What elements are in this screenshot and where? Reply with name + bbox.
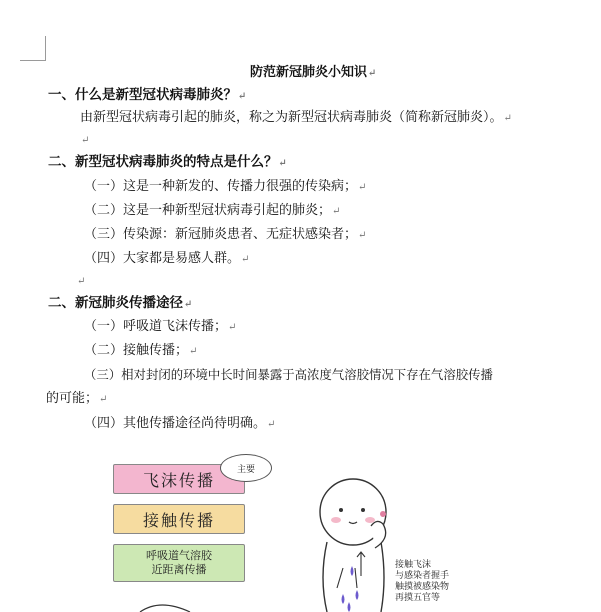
item-text: （三）传染源：新冠肺炎患者、无症状感染者；: [84, 227, 358, 242]
contact-note: [395, 560, 449, 604]
item-text: 的可能；: [46, 391, 99, 406]
paragraph-mark-icon: ↵: [241, 254, 250, 265]
item-text: （二）接触传播；: [84, 343, 189, 358]
item-text: （一）呼吸道飞沫传播；: [84, 319, 228, 334]
note-line-4: 再摸五官等: [395, 593, 441, 603]
margin-corner-mark-vertical: [45, 36, 46, 61]
section-2-item-4[interactable]: [84, 250, 249, 269]
paragraph-mark-icon: ↵: [81, 135, 90, 146]
margin-corner-mark: [20, 60, 46, 61]
decorative-curve: [140, 605, 190, 612]
box-label: 接触传播: [142, 510, 215, 530]
section-3-item-2[interactable]: [84, 342, 197, 361]
note-line-3: 触摸被感染物: [395, 582, 450, 592]
paragraph-mark-icon: ↵: [228, 322, 237, 333]
section-3-item-4[interactable]: [84, 415, 275, 434]
section-2-item-3[interactable]: [84, 226, 366, 245]
paragraph-mark-icon: ↵: [267, 419, 276, 430]
paragraph-mark-icon: ↵: [77, 276, 86, 287]
box-label: 飞沫传播: [142, 470, 215, 490]
paragraph-mark-icon: ↵: [503, 113, 512, 124]
paragraph-mark-icon: ↵: [278, 158, 287, 169]
section-2-item-1[interactable]: [84, 178, 366, 197]
bubble-label: 主要: [236, 464, 255, 475]
box-label-line-2: 近距离传播: [151, 563, 207, 576]
paragraph-text: 由新型冠状病毒引起的肺炎，称之为新型冠状病毒肺炎（简称新冠肺炎）。: [80, 110, 503, 125]
paragraph-mark-icon: ↵: [99, 394, 108, 405]
document-title[interactable]: [250, 64, 376, 83]
section-3-item-3-continued[interactable]: [46, 390, 107, 409]
paragraph-mark-icon: ↵: [358, 182, 367, 193]
paragraph-mark-icon: ↵: [358, 230, 367, 241]
item-text: （一）这是一种新发的、传播力很强的传染病；: [84, 179, 358, 194]
note-line-1: 接触飞沫: [395, 560, 432, 570]
transmission-illustration[interactable]: [105, 448, 485, 612]
section-3-item-1[interactable]: [84, 318, 236, 337]
item-text: （三）相对封闭的环境中长时间暴露于高浓度气溶胶情况下存在气溶胶传播: [84, 367, 493, 382]
paragraph-mark-icon: ↵: [184, 299, 193, 310]
box-label-line-1: 呼吸道气溶胶: [146, 549, 212, 562]
paragraph-mark-icon: ↵: [332, 206, 341, 217]
paragraph-mark-icon: ↵: [189, 346, 198, 357]
note-line-2: 与感染者握手: [395, 571, 450, 581]
empty-paragraph[interactable]: [80, 131, 89, 150]
item-text: （四）其他传播途径尚待明确。: [84, 416, 267, 431]
item-text: （二）这是一种新型冠状病毒引起的肺炎；: [84, 203, 332, 218]
section-2-heading[interactable]: [48, 153, 287, 173]
empty-paragraph[interactable]: [76, 272, 85, 291]
paragraph-mark-icon: ↵: [368, 68, 377, 79]
person-icon: [320, 479, 386, 612]
section-1-paragraph[interactable]: [80, 109, 512, 128]
title-text: 防范新冠肺炎小知识: [250, 65, 368, 80]
paragraph-mark-icon: ↵: [238, 91, 247, 102]
section-3-item-3[interactable]: [84, 366, 493, 384]
section-3-heading[interactable]: [48, 294, 192, 314]
item-text: （四）大家都是易感人群。: [84, 251, 241, 266]
section-1-heading[interactable]: [48, 86, 246, 106]
section-2-item-2[interactable]: [84, 202, 340, 221]
heading-text: 一、什么是新型冠状病毒肺炎？: [48, 87, 237, 103]
heading-text: 二、新型冠状病毒肺炎的特点是什么？: [48, 154, 278, 170]
heading-text: 二、新冠肺炎传播途径: [48, 295, 183, 311]
